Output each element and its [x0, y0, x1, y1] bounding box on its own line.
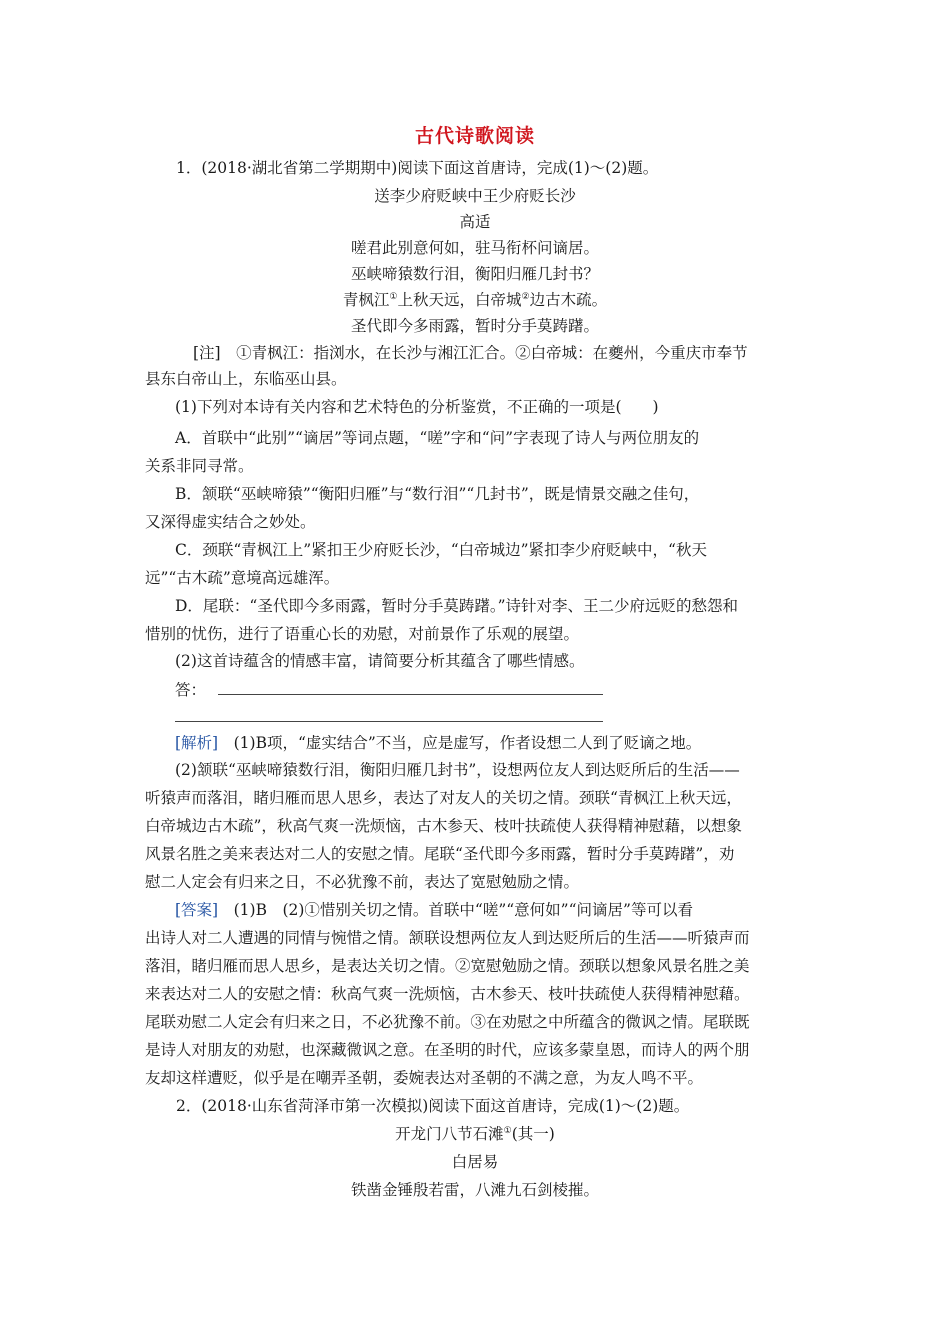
answer-line-2: 出诗人对二人遭遇的同情与惋惜之情。颔联设想两位友人到达贬所后的生活——听猿声而 [145, 929, 750, 947]
poem-1-line-2: 巫峡啼猿数行泪，衡阳归雁几封书？ [350, 265, 599, 283]
option-a-line-2: 关系非同寻常。 [145, 457, 254, 475]
poem-2-author: 白居易 [451, 1153, 499, 1171]
analysis-tag: [解析] [175, 734, 219, 752]
analysis-line-6: 慰二人定会有归来之日，不必犹豫不前，表达了宽慰勉励之情。 [145, 873, 580, 891]
analysis-line-3: 听猿声而落泪，睹归雁而思人思乡，表达了对友人的关切之情。颈联“青枫江上秋天远， [145, 789, 742, 807]
poem-1-line-4: 圣代即今多雨露，暂时分手莫踌躇。 [350, 317, 599, 335]
answer-line-1: [答案] (1)B (2)①惜别关切之情。首联中“嗟”“意何如”“问谪居”等可以看 [175, 901, 693, 919]
answer-line-5: 尾联劝慰二人定会有归来之日，不必犹豫不前。③在劝慰之中所蕴含的微讽之情。尾联既 [145, 1013, 750, 1031]
analysis-line-5: 风景名胜之美来表达对二人的安慰之情。尾联“圣代即今多雨露，暂时分手莫踌躇”，劝 [145, 845, 735, 863]
answer-blank-2 [175, 721, 603, 722]
option-d-line-2: 惜别的忧伤，进行了语重心长的劝慰，对前景作了乐观的展望。 [145, 625, 580, 643]
note-line-1: [注] ①青枫江：指浏水，在长沙与湘江汇合。②白帝城：在夔州，今重庆市奉节 [193, 344, 748, 362]
question-2-header: 2．(2018·山东省菏泽市第一次模拟)阅读下面这首唐诗，完成(1)～(2)题。 [176, 1097, 690, 1115]
option-a-line-1: A．首联中“此别”“谪居”等词点题，“嗟”字和“问”字表现了诗人与两位朋友的 [175, 429, 700, 447]
answer-tag: [答案] [175, 901, 219, 919]
poem-2-title: 开龙门八节石滩①(其一) [395, 1125, 555, 1143]
answer-line-3: 落泪，睹归雁而思人思乡，是表达关切之情。②宽慰勉励之情。颈联以想象风景名胜之美 [145, 957, 750, 975]
answer-blank-1 [218, 694, 603, 695]
poem-1-line-3: 青枫江①上秋天远，白帝城②边古木疏。 [342, 291, 608, 309]
poem-1-author: 高适 [459, 213, 491, 231]
option-c-line-1: C．颈联“青枫江上”紧扣王少府贬长沙，“白帝城边”紧扣李少府贬峡中，“秋天 [175, 541, 707, 559]
subquestion-1: (1)下列对本诗有关内容和艺术特色的分析鉴赏，不正确的一项是( ) [175, 398, 659, 416]
poem-2-line-1: 铁凿金锤殷若雷，八滩九石剑棱摧。 [350, 1181, 599, 1199]
answer-line-7: 友却这样遭贬，似乎是在嘲弄圣朝，委婉表达对圣朝的不满之意，为友人鸣不平。 [145, 1069, 704, 1087]
answer-label: 答： [175, 681, 207, 699]
page-title: 古代诗歌阅读 [414, 125, 535, 147]
poem-1-title: 送李少府贬峡中王少府贬长沙 [374, 187, 576, 205]
analysis-line-1: [解析] (1)B项，“虚实结合”不当，应是虚写，作者设想二人到了贬谪之地。 [175, 734, 702, 752]
option-d-line-1: D．尾联：“圣代即今多雨露，暂时分手莫踌躇。”诗针对李、王二少府远贬的愁怨和 [175, 597, 739, 615]
option-b-line-2: 又深得虚实结合之妙处。 [145, 513, 316, 531]
question-1-header: 1．(2018·湖北省第二学期期中)阅读下面这首唐诗，完成(1)～(2)题。 [176, 159, 659, 177]
option-c-line-2: 远”“古木疏”意境高远雄浑。 [145, 569, 340, 587]
option-b-line-1: B．颔联“巫峡啼猿”“衡阳归雁”与“数行泪”“几封书”，既是情景交融之佳句， [175, 485, 700, 503]
answer-line-6: 是诗人对朋友的劝慰，也深藏微讽之意。在圣明的时代，应该多蒙皇恩，而诗人的两个朋 [145, 1041, 750, 1059]
analysis-line-2: (2)颔联“巫峡啼猿数行泪，衡阳归雁几封书”，设想两位友人到达贬所后的生活—— [175, 761, 740, 779]
poem-1-line-1: 嗟君此别意何如，驻马衔杯问谪居。 [350, 239, 599, 257]
subquestion-2: (2)这首诗蕴含的情感丰富，请简要分析其蕴含了哪些情感。 [175, 652, 585, 670]
answer-line-4: 来表达对二人的安慰之情：秋高气爽一洗烦恼，古木参天、枝叶扶疏使人获得精神慰藉。 [145, 985, 750, 1003]
note-line-2: 县东白帝山上，东临巫山县。 [145, 370, 347, 388]
analysis-line-4: 白帝城边古木疏”，秋高气爽一洗烦恼，古木参天、枝叶扶疏使人获得精神慰藉，以想象 [145, 817, 742, 835]
